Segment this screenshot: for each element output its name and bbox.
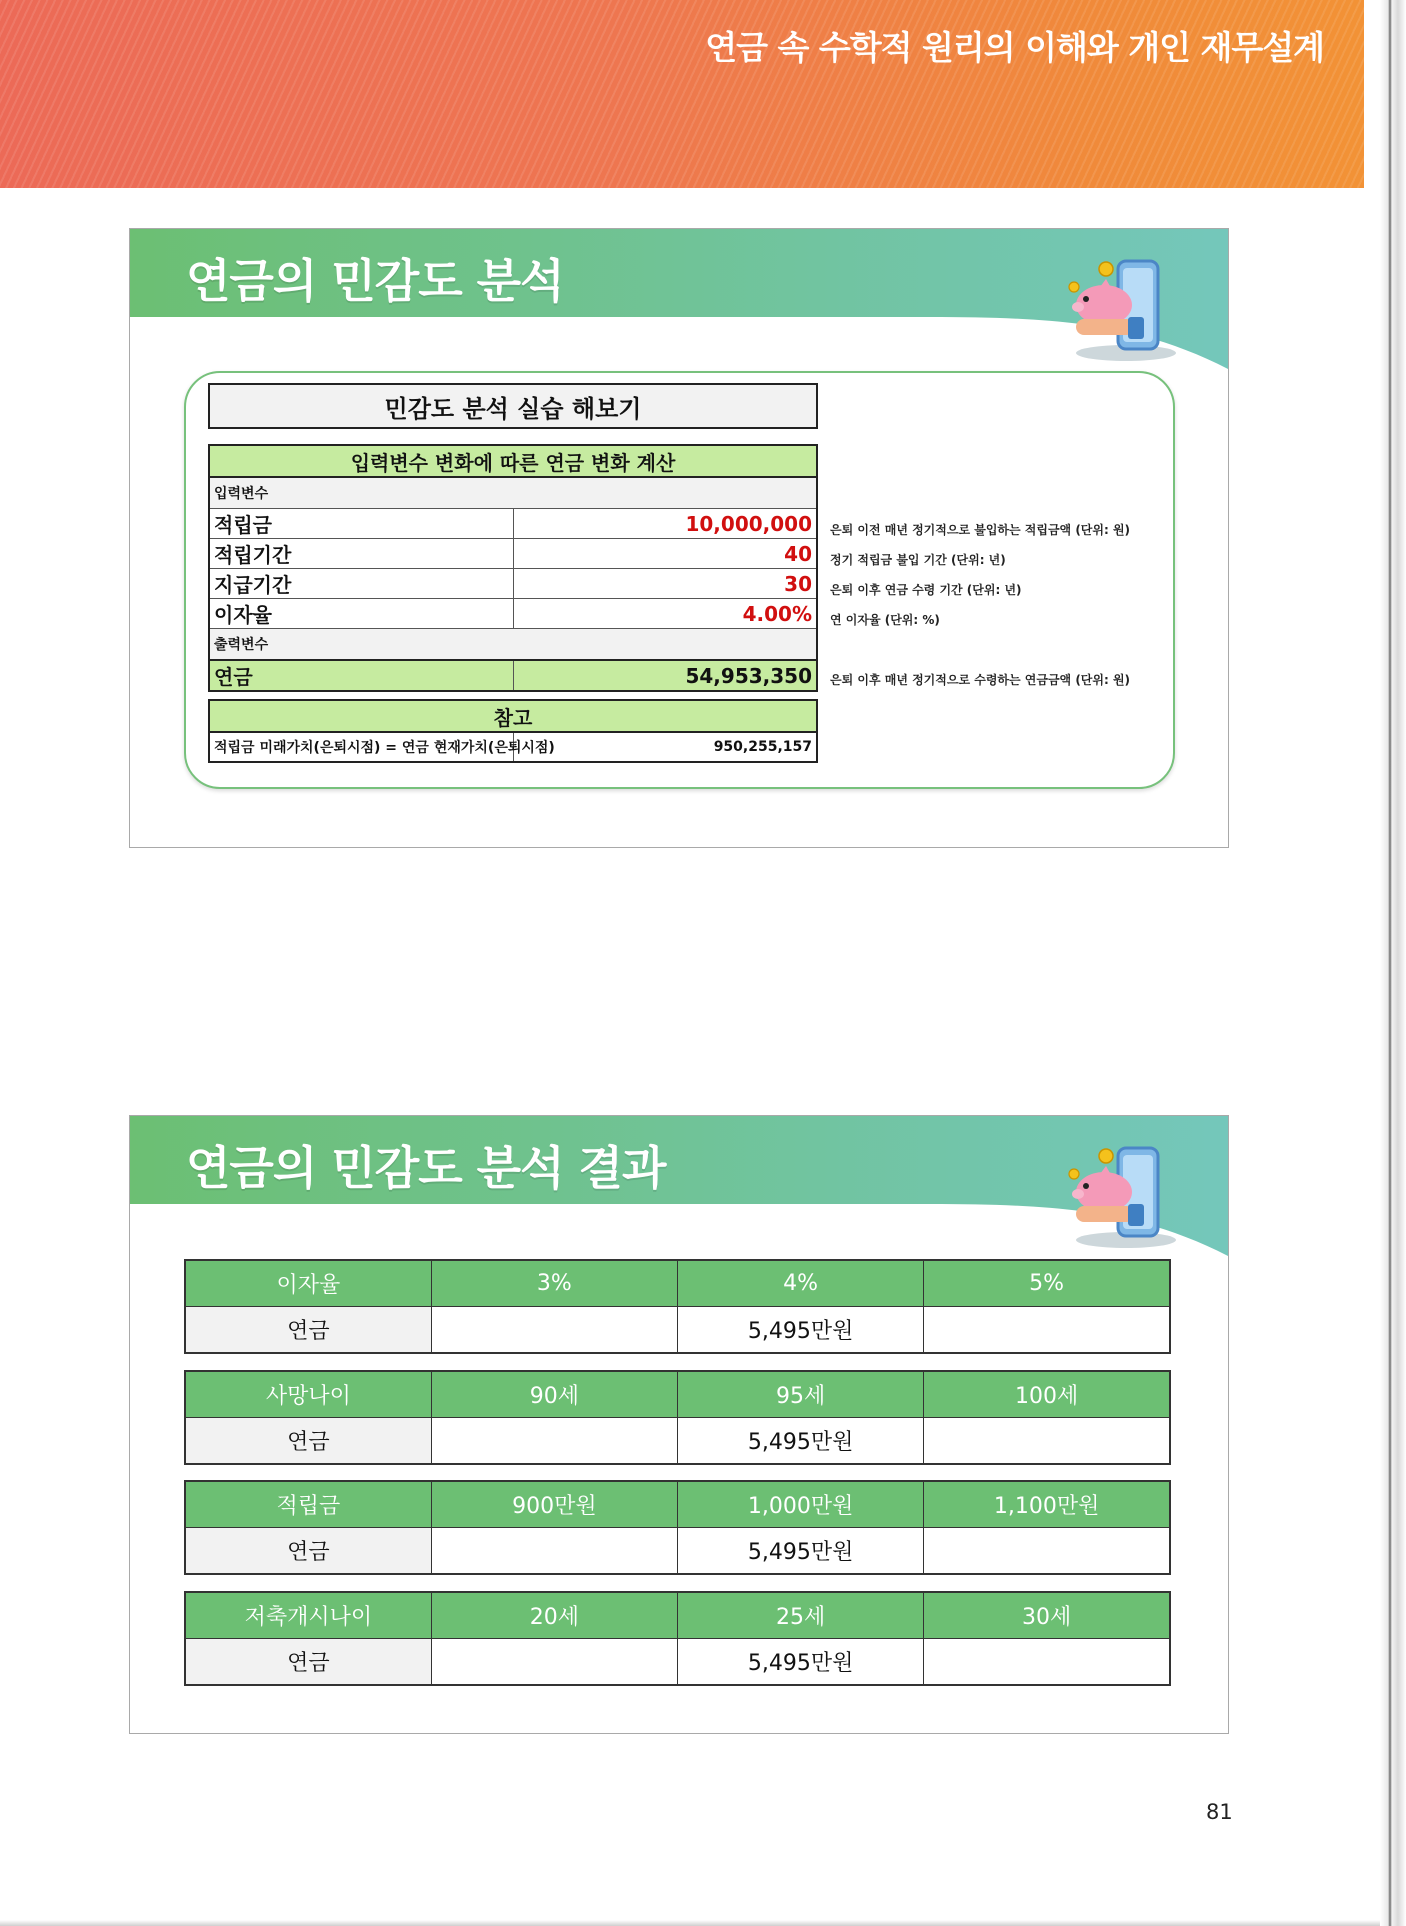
header-cell: 1,000만원 — [678, 1481, 924, 1528]
input-label: 지급기간 — [209, 569, 513, 599]
header-cell: 30세 — [924, 1592, 1170, 1639]
header-band — [0, 0, 1364, 188]
result-cell — [431, 1307, 677, 1354]
input-note: 은퇴 이후 연금 수령 기간 (단위: 년) — [830, 583, 1022, 597]
page-number: 81 — [1206, 1800, 1233, 1824]
output-value: 54,953,350 — [513, 660, 817, 691]
result-table-saving-start-age — [184, 1591, 1171, 1686]
input-value: 40 — [513, 539, 817, 569]
header-cell: 3% — [431, 1260, 677, 1307]
result-cell — [431, 1528, 677, 1575]
result-cell — [431, 1418, 677, 1465]
header-title: 연금 속 수학적 원리의 이해와 개인 재무설계 — [705, 28, 1324, 67]
result-cell — [924, 1307, 1170, 1354]
result-cell — [431, 1639, 677, 1686]
input-section-label: 입력변수 — [209, 477, 817, 509]
calc-table-heading: 입력변수 변화에 따른 연금 변화 계산 — [209, 445, 817, 477]
input-label: 적립기간 — [209, 539, 513, 569]
reference-table — [208, 699, 818, 763]
input-note: 정기 적립금 불입 기간 (단위: 년) — [830, 553, 1006, 567]
reference-value: 950,255,157 — [513, 732, 817, 762]
header-cell: 20세 — [431, 1592, 677, 1639]
page-edge-bottom — [0, 1920, 1380, 1926]
header-cell: 적립금 — [185, 1481, 431, 1528]
sheet-title: 민감도 분석 실습 해보기 — [208, 383, 818, 429]
output-label: 연금 — [209, 660, 513, 691]
header-cell: 5% — [924, 1260, 1170, 1307]
page-edge — [1380, 0, 1406, 1926]
row-label: 연금 — [185, 1639, 431, 1686]
input-note: 은퇴 이전 매년 정기적으로 불입하는 적립금액 (단위: 원) — [830, 523, 1131, 537]
row-label: 연금 — [185, 1307, 431, 1354]
input-note: 연 이자율 (단위: %) — [830, 613, 940, 627]
input-value: 30 — [513, 569, 817, 599]
piggy-bank-icon — [1066, 1142, 1178, 1252]
input-value: 4.00% — [513, 599, 817, 629]
result-table-deposit — [184, 1480, 1171, 1575]
result-table-interest-rate — [184, 1259, 1171, 1354]
result-cell: 5,495만원 — [678, 1418, 924, 1465]
reference-label: 적립금 미래가치(은퇴시점) = 연금 현재가치(은퇴시점) — [209, 732, 513, 762]
result-cell — [924, 1528, 1170, 1575]
header-cell: 95세 — [678, 1371, 924, 1418]
slide-title: 연금의 민감도 분석 결과 — [186, 1141, 666, 1195]
output-section-label: 출력변수 — [209, 629, 817, 661]
input-row-interest-rate — [209, 599, 817, 629]
result-cell — [924, 1418, 1170, 1465]
input-row-saving-period — [209, 539, 817, 569]
result-cell: 5,495만원 — [678, 1528, 924, 1575]
header-cell: 900만원 — [431, 1481, 677, 1528]
header-cell: 저축개시나이 — [185, 1592, 431, 1639]
header-cell: 90세 — [431, 1371, 677, 1418]
input-row-payout-period — [209, 569, 817, 599]
header-cell: 25세 — [678, 1592, 924, 1639]
input-label: 이자율 — [209, 599, 513, 629]
reference-heading: 참고 — [209, 700, 817, 732]
input-row-deposit — [209, 509, 817, 539]
input-value: 10,000,000 — [513, 509, 817, 539]
result-cell — [924, 1639, 1170, 1686]
slide-title: 연금의 민감도 분석 — [186, 254, 564, 308]
calc-table — [208, 444, 818, 692]
row-label: 연금 — [185, 1418, 431, 1465]
result-cell: 5,495만원 — [678, 1307, 924, 1354]
header-cell: 100세 — [924, 1371, 1170, 1418]
output-note: 은퇴 이후 매년 정기적으로 수령하는 연금금액 (단위: 원) — [830, 673, 1131, 687]
slide-sensitivity-analysis — [129, 228, 1229, 848]
result-table-age-at-death — [184, 1370, 1171, 1465]
input-label: 적립금 — [209, 509, 513, 539]
row-label: 연금 — [185, 1528, 431, 1575]
piggy-bank-icon — [1066, 255, 1178, 365]
header-cell: 4% — [678, 1260, 924, 1307]
slide-sensitivity-results — [129, 1115, 1229, 1734]
result-cell: 5,495만원 — [678, 1639, 924, 1686]
header-cell: 이자율 — [185, 1260, 431, 1307]
header-cell: 사망나이 — [185, 1371, 431, 1418]
output-row-pension — [209, 660, 817, 691]
header-cell: 1,100만원 — [924, 1481, 1170, 1528]
